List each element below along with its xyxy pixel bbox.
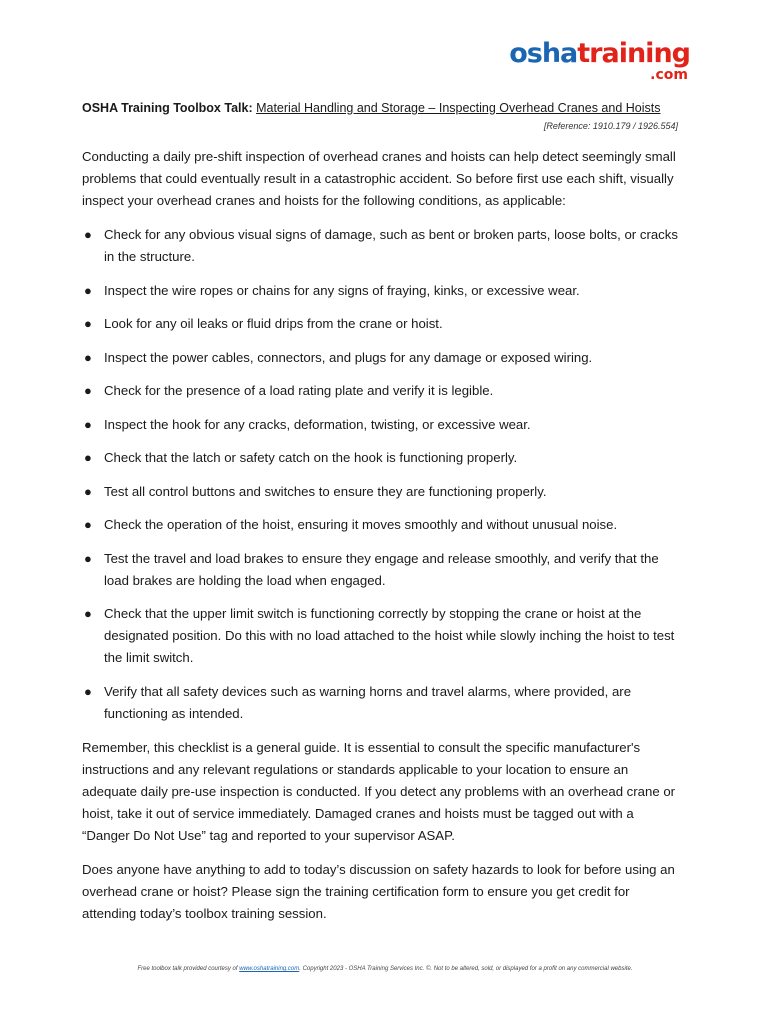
inspection-checklist xyxy=(82,224,682,725)
checklist-item: ● Inspect the hook for any cracks, deformation, twisting, or excessive wear. xyxy=(82,414,682,436)
bullet-icon: ● xyxy=(84,383,92,398)
oshatraining-logo xyxy=(509,40,690,82)
checklist-item: ● Test the travel and load brakes to ensure they engage and release smoothly, and verify that the load brakes are holding the load when engaged. xyxy=(82,548,682,592)
checklist-item: ● Look for any oil leaks or fluid drips from the crane or hoist. xyxy=(82,313,682,335)
logo-com-text: .com xyxy=(650,67,688,83)
footer-website-link[interactable]: www.oshatraining.com xyxy=(239,966,300,972)
bullet-icon: ● xyxy=(84,483,92,499)
footer-prefix: Free toolbox talk provided courtesy of xyxy=(137,966,240,972)
checklist-item: ● Check for the presence of a load rating plate and verify it is legible. xyxy=(82,380,682,402)
document-body xyxy=(82,146,682,937)
checklist-item: ● Check the operation of the hoist, ensuring it moves smoothly and without unusual noise. xyxy=(82,514,682,536)
logo-osha-text: osha xyxy=(509,38,578,69)
bullet-icon: ● xyxy=(84,606,92,621)
logo-training-text: training xyxy=(577,38,690,69)
bullet-icon: ● xyxy=(84,282,92,298)
intro-paragraph: Conducting a daily pre-shift inspection of overhead cranes and hoists can help detect seemingly small problems that could eventually result in a catastrophic accident. So before first use each shift, visually inspect your overhead cranes and hoists for the following conditions, as applicable: xyxy=(82,149,676,208)
footer-copyright xyxy=(0,966,770,972)
footer-suffix: . Copyright 2023 - OSHA Training Services Inc. ©. Not to be altered, sold, or displayed for a profit on any commercial website. xyxy=(299,966,633,972)
bullet-icon: ● xyxy=(84,517,92,532)
bullet-icon: ● xyxy=(84,683,92,699)
closing-paragraph: Does anyone have anything to add to today’s discussion on safety hazards to look for before using an overhead crane or hoist? Please sign the training certification form to ensure you get credit for attending today’s toolbox training session. xyxy=(82,861,675,921)
checklist-item: ● Test all control buttons and switches to ensure they are functioning properly. xyxy=(82,481,682,503)
checklist-item: ● Check that the upper limit switch is functioning correctly by stopping the crane or hoist at the designated position. Do this with no load attached to the hoist while slowly inching the hoist to test the limit switch. xyxy=(82,603,682,669)
checklist-item: ● Inspect the wire ropes or chains for any signs of fraying, kinks, or excessive wear. xyxy=(82,280,682,302)
document-title xyxy=(82,101,682,115)
title-topic: Material Handling and Storage – Inspecting Overhead Cranes and Hoists xyxy=(256,101,661,115)
bullet-icon: ● xyxy=(84,316,92,331)
bullet-icon: ● xyxy=(84,450,92,465)
checklist-item: ● Verify that all safety devices such as warning horns and travel alarms, where provided, are functioning as intended. xyxy=(82,681,682,725)
checklist-item: ● Check that the latch or safety catch on the hook is functioning properly. xyxy=(82,447,682,469)
reminder-paragraph: Remember, this checklist is a general guide. It is essential to consult the specific manufacturer's instructions and any relevant regulations or standards applicable to your location to ensure an adequate daily pre-use inspection is conducted. If you detect any problems with an overhead crane or hoist, take it out of service immediately. Damaged cranes and hoists must be tagged out with a “Danger Do Not Use” tag and reported to your supervisor ASAP. xyxy=(82,739,676,843)
bullet-icon: ● xyxy=(84,349,92,365)
checklist-item: ● Check for any obvious visual signs of damage, such as bent or broken parts, loose bolts, or cracks in the structure. xyxy=(82,224,682,268)
bullet-icon: ● xyxy=(84,227,92,242)
reference-note: [Reference: 1910.179 / 1926.554] xyxy=(543,121,678,131)
bullet-icon: ● xyxy=(84,550,92,566)
bullet-icon: ● xyxy=(84,416,92,432)
title-label: OSHA Training Toolbox Talk: xyxy=(82,101,253,115)
checklist-item: ● Inspect the power cables, connectors, and plugs for any damage or exposed wiring. xyxy=(82,347,682,369)
